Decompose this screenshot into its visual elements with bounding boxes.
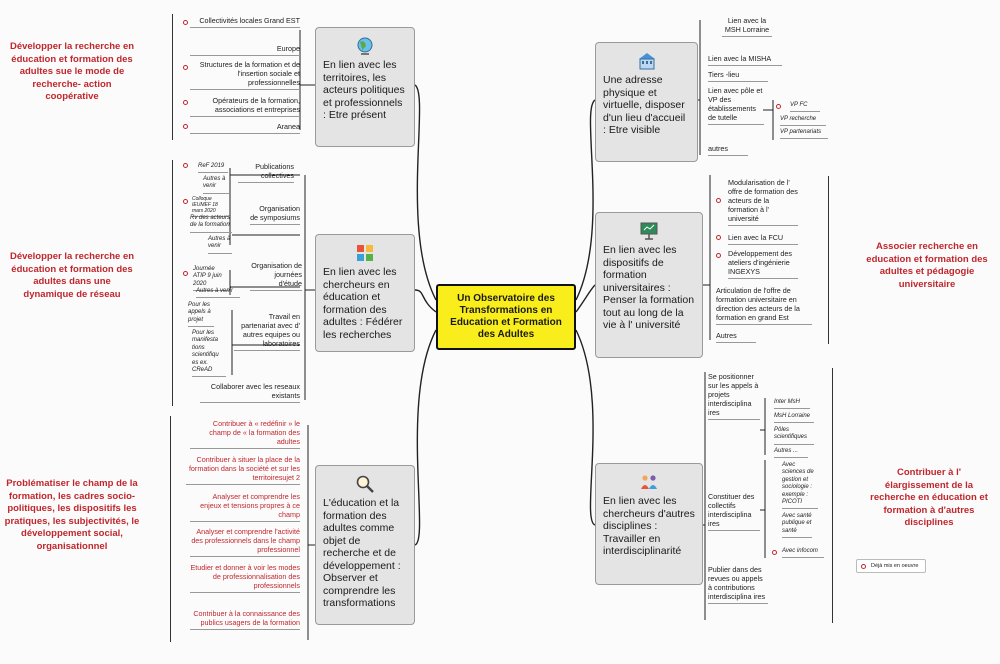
chercheurs-colloque[interactable]: Colloque IEUMEF 18 mars 2020 [192, 196, 230, 217]
education-item-4[interactable]: Analyser et comprendre l'activité des professionnels dans le champ professionnel [190, 527, 300, 557]
topic-territoires-label: En lien avec les territoires, les acteurs politiques et professionnels : Etre présent [323, 59, 405, 121]
chercheurs-journees[interactable]: Organisation de journées d'étude [250, 261, 302, 291]
topic-education[interactable] [315, 465, 415, 625]
autres-constituer[interactable]: Constituer des collectifs interdisciplina ires [708, 492, 760, 531]
bracket-left-2 [172, 160, 173, 406]
chercheurs-autres-1[interactable]: Autres à venir [203, 176, 229, 194]
territoires-item-2[interactable]: Europe [190, 44, 300, 56]
puzzle-icon [355, 243, 375, 263]
autres-inter-msh[interactable]: Inter MsH [774, 399, 810, 409]
adresse-misha[interactable]: Lien avec la MISHA [708, 54, 782, 66]
legend-label: Déjà mis en oeuvre [871, 563, 919, 569]
autres-msh-lorraine[interactable]: MsH Lorraine [774, 413, 814, 423]
topic-dispositifs-label: En lien avec les dispositifs de formation universitaires : Penser la formation tout au long de la vie à l' université [603, 244, 695, 331]
building-icon [637, 51, 657, 71]
territoires-item-1[interactable]: Collectivités locales Grand EST [190, 16, 300, 28]
territoires-item-3[interactable]: Structures de la formation et de l'insertion sociale et professionnelles [190, 60, 300, 90]
dispositifs-item-4[interactable]: Articulation de l'offre de formation universitaire en direction des acteurs de la formation en grand Est [716, 286, 812, 325]
bracket-left-1 [172, 14, 173, 140]
bracket-right-1 [828, 176, 829, 344]
chercheurs-partenariat[interactable]: Travail en partenariat avec d' autres equipes ou laboratoires [234, 312, 300, 351]
chercheurs-autres-2[interactable]: Autres à venir [208, 236, 232, 254]
side-label-left-2: Développer la recherche en éducation et formation des adultes dans une dynamique de réseau [9, 251, 135, 300]
globe-icon [355, 36, 375, 56]
autres-autres[interactable]: Autres ... [774, 448, 808, 458]
adresse-vp-partenariats[interactable]: VP partenariats [780, 129, 828, 139]
status-dot [776, 104, 781, 109]
adresse-vp-recherche[interactable]: VP recherche [780, 116, 826, 126]
people-icon [639, 472, 659, 492]
chercheurs-atip[interactable]: Journée ATIP 9 juin 2020 [193, 266, 229, 291]
topic-chercheurs[interactable] [315, 234, 415, 352]
chercheurs-autres-3[interactable]: Autres à venir [196, 288, 240, 298]
presentation-icon [639, 221, 659, 241]
status-dot [183, 271, 188, 276]
side-label-left-3: Problématiser le champ de la formation, les cadres socio-politiques, les dispositifs les pratiques, les subjectivités, le développement social, organisationnel [4, 478, 140, 552]
adresse-tiers[interactable]: Tiers -lieu [708, 70, 768, 82]
status-dot [183, 65, 188, 70]
side-label-left-1: Développer la recherche en éducation et formation des adultes sue le mode de recherche- action coopérative [9, 41, 135, 102]
adresse-autres[interactable]: autres [708, 144, 748, 156]
chercheurs-rv[interactable]: Rv des acteurs de la formation [190, 215, 232, 233]
autres-positionner[interactable]: Se positionner sur les appels à projets interdisciplina ires [708, 372, 760, 420]
topic-education-label: L'éducation et la formation des adultes comme objet de recherche et de développement : Observer et comprendre les transformations [323, 497, 401, 609]
dispositifs-item-3[interactable]: Développement des ateliers d'ingénierie INGEXYS [728, 249, 798, 279]
status-dot [183, 199, 188, 204]
chercheurs-publications[interactable]: Publications collectives [238, 162, 294, 183]
autres-infocom[interactable]: Avec infocom [782, 548, 824, 558]
territoires-item-5[interactable]: Aranea [190, 122, 300, 134]
chercheurs-manifestations[interactable]: Pour les manifesta tions scientifiqu es ex. CReAD [192, 330, 226, 377]
dispositifs-item-5[interactable]: Autres [716, 331, 756, 343]
status-dot [183, 20, 188, 25]
status-dot [183, 163, 188, 168]
side-label-right-2: Contribuer à l' élargissement de la recherche en éducation et formation à d'autres disciplines [870, 467, 988, 528]
education-item-6[interactable]: Contribuer à la connaissance des publics usagers de la formation [190, 609, 300, 630]
adresse-vp-fc[interactable]: VP FC [790, 102, 820, 112]
territoires-item-4[interactable]: Opérateurs de la formation, associations et entreprises [190, 96, 300, 117]
topic-chercheurs-label: En lien avec les chercheurs en éducation et formation des adultes : Fédérer les recherches [323, 266, 403, 341]
status-dot [183, 124, 188, 129]
bracket-left-3 [170, 416, 171, 642]
side-label-right-1: Associer recherche en education et formation des adultes et pédagogie universitaire [866, 241, 988, 290]
autres-sante[interactable]: Avec santé publique et santé [782, 513, 812, 538]
status-dot [183, 100, 188, 105]
topic-territoires[interactable] [315, 27, 415, 147]
dispositifs-item-2[interactable]: Lien avec la FCU [728, 233, 798, 245]
chercheurs-symposiums[interactable]: Organisation de symposiums [250, 204, 300, 225]
central-topic[interactable]: Un Observatoire des Transformations en Education et Formation des Adultes [436, 284, 576, 350]
topic-dispositifs[interactable] [595, 212, 703, 358]
autres-publier[interactable]: Publier dans des revues ou appels à contributions interdisciplina ires [708, 565, 768, 604]
education-item-5[interactable]: Etudier et donner à voir les modes de professionnalisation des professionnels [190, 563, 300, 593]
status-dot [716, 198, 721, 203]
legend [856, 559, 926, 573]
magnifier-icon [355, 474, 375, 494]
dispositifs-item-1[interactable]: Modularisation de l' offre de formation des acteurs de la formation à l' université [728, 178, 798, 226]
status-dot [716, 253, 721, 258]
chercheurs-appels[interactable]: Pour les appels à projet [188, 302, 214, 327]
education-item-1[interactable]: Contribuer à « redéfinir » le champ de « la formation des adultes [190, 419, 300, 449]
topic-autres-disciplines-label: En lien avec les chercheurs d'autres disciplines : Travailler en interdisciplinarité [603, 495, 695, 557]
chercheurs-reseaux[interactable]: Collaborer avec les reseaux existants [200, 382, 300, 403]
adresse-pole[interactable]: Lien avec pôle et VP des établissements de tutelle [708, 86, 764, 125]
bracket-right-2 [832, 368, 833, 623]
autres-poles[interactable]: Pôles scientifiques [774, 427, 814, 445]
education-item-3[interactable]: Analyser et comprendre les enjeux et tensions propres à ce champ [190, 492, 300, 522]
topic-adresse[interactable] [595, 42, 698, 162]
topic-autres-disciplines[interactable] [595, 463, 703, 585]
chercheurs-ref[interactable]: ReF 2019 [198, 163, 228, 173]
status-dot [716, 235, 721, 240]
status-dot [772, 550, 777, 555]
autres-gestion[interactable]: Avec sciences de gestion et sociologie : exemple : PICOTI [782, 462, 818, 509]
adresse-msh[interactable]: Lien avec la MSH Lorraine [722, 16, 772, 37]
legend-dot [861, 564, 866, 569]
topic-adresse-label: Une adresse physique et virtuelle, disposer d'un lieu d'accueil : Etre visible [603, 74, 686, 136]
education-item-2[interactable]: Contribuer à situer la place de la formation dans la société et sur les territoiresujet 2 [186, 455, 300, 485]
